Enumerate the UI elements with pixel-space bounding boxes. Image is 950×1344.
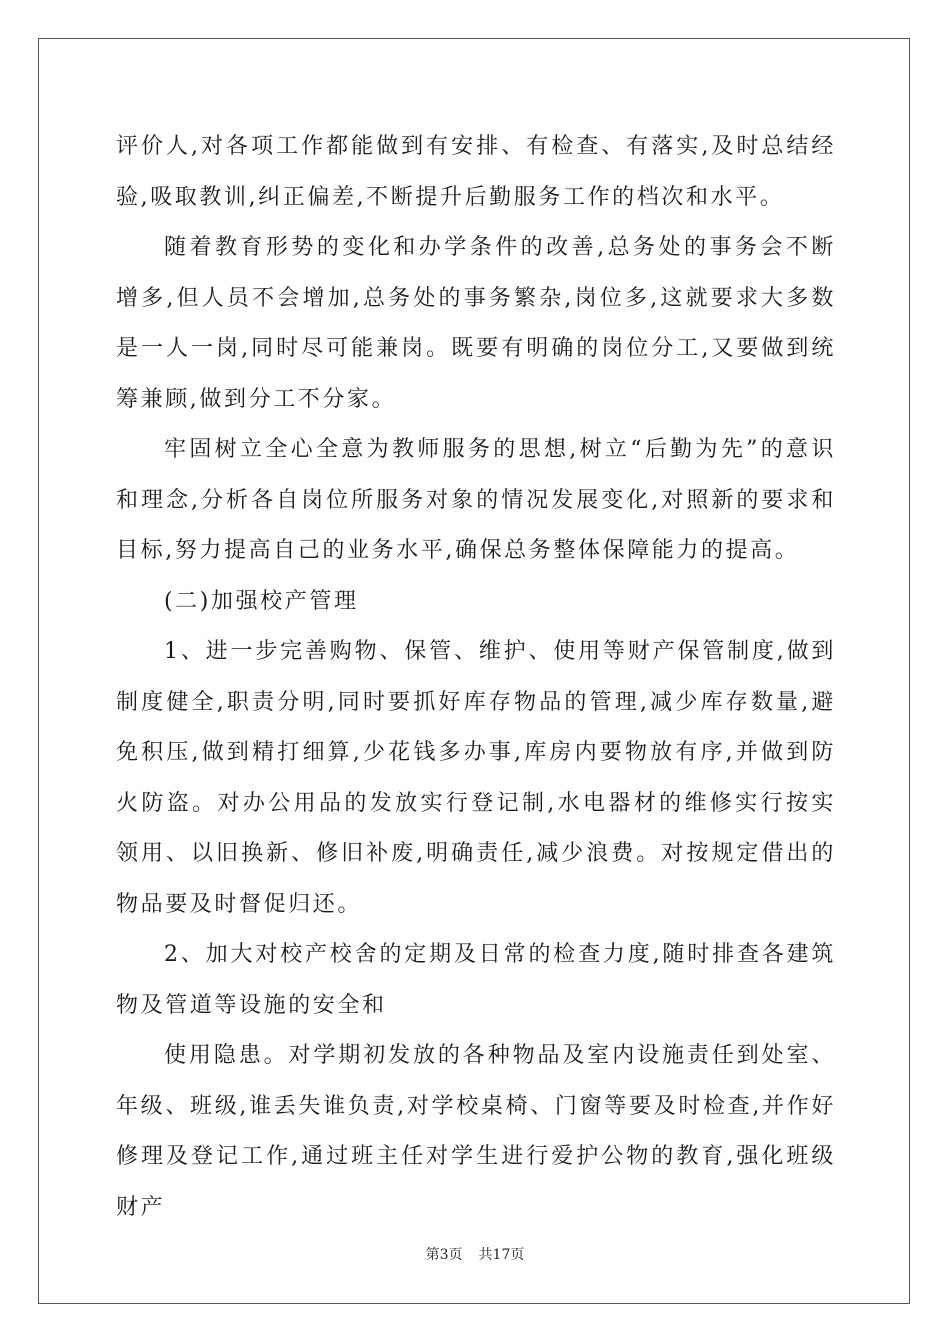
paragraph-2: 随着教育形势的变化和办学条件的改善,总务处的事务会不断增多,但人员不会增加,总务处的事务繁杂,岗位多,这就要求大多数是一人一岗,同时尽可能兼岗。既要有明确的岗位分工,又要做到统筹兼顾,做到分工不分家。 [116, 235, 836, 412]
paragraph-item-1: 1、进一步完善购物、保管、维护、使用等财产保管制度,做到制度健全,职责分明,同时要抓好库存物品的管理,减少库存数量,避免积压,做到精打细算,少花钱多办事,库房内要物放有序,并做到防火防盗。对办公用品的发放实行登记制,水电器材的维修实行按实领用、以旧换新、修旧补废,明确责任,减少浪费。对按规定借出的物品要及时督促归还。 [116, 639, 836, 917]
paragraph-item-2: 2、加大对校产校舍的定期及日常的检查力度,随时排查各建筑物及管道等设施的安全和 [116, 942, 836, 1018]
current-page-label: 第3页 [425, 1247, 463, 1263]
document-body [116, 122, 836, 1233]
paragraph-continued: 使用隐患。对学期初发放的各种物品及室内设施责任到处室、年级、班级,谁丢失谁负责,对学校桌椅、门窗等要及时检查,并作好修理及登记工作,通过班主任对学生进行爱护公物的教育,强化班级财产 [116, 1043, 836, 1220]
paragraph-3: 牢固树立全心全意为教师服务的思想,树立“后勤为先”的意识和理念,分析各自岗位所服务对象的情况发展变化,对照新的要求和目标,努力提高自己的业务水平,确保总务整体保障能力的提高。 [116, 437, 836, 563]
total-pages-label: 共17页 [478, 1247, 525, 1263]
paragraph-1: 评价人,对各项工作都能做到有安排、有检查、有落实,及时总结经验,吸取教训,纠正偏差,不断提升后勤服务工作的档次和水平。 [116, 134, 836, 210]
page-footer [0, 1244, 950, 1264]
section-heading: (二)加强校产管理 [164, 588, 359, 614]
